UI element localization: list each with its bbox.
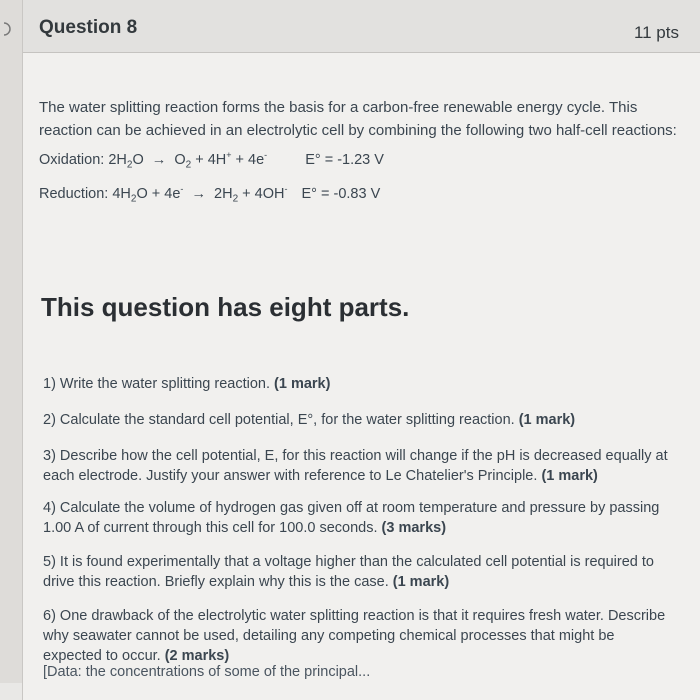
red-rhs1-sub: 2 [232, 193, 239, 205]
part-item [43, 498, 668, 538]
intro-text: The water splitting reaction forms the basis for a carbon-free renewable energy cycle. This reaction can be achieved in an electrolytic cell by combining the following two half-cell reactions: [39, 99, 677, 139]
part-marks: (1 mark) [392, 574, 450, 590]
part-item [43, 374, 668, 394]
part-marks: (1 mark) [518, 412, 576, 428]
part-text: 2) Calculate the standard cell potential, E°, for the water splitting reaction. [43, 412, 519, 428]
red-rhs2-sup: - [284, 184, 288, 194]
part-text: 1) Write the water splitting reaction. [43, 376, 275, 392]
question-title: Question 8 [39, 17, 138, 38]
reduction-potential: E° = -0.83 V [301, 185, 381, 202]
question-card [22, 0, 700, 700]
part-item [43, 606, 668, 666]
red-lhs: 4H [112, 185, 131, 202]
red-lhs-sub: 2 [130, 193, 137, 205]
ox-rhs2: + 4H [191, 151, 227, 168]
part-marks: (1 mark) [541, 468, 598, 484]
ox-rhs1: O [174, 151, 186, 168]
reduction-label: Reduction: [39, 185, 113, 202]
oxidation-label: Oxidation: [39, 151, 109, 168]
red-arrow: → [191, 185, 206, 202]
part-marks: (3 marks) [381, 520, 447, 536]
chevron-left-icon[interactable] [2, 22, 16, 36]
part-marks: (1 mark) [274, 376, 331, 392]
ox-arrow: → [151, 151, 167, 168]
parts-heading: This question has eight parts. [41, 292, 410, 322]
part-text: 4) Calculate the volume of hydrogen gas given off at room temperature and pressure by passing 1.00 A of current through this cell for 100.0 seconds. [43, 500, 660, 536]
red-rhs1: 2H [214, 185, 233, 202]
ox-lhs: 2H [108, 151, 127, 168]
part-text: 3) Describe how the cell potential, E, for this reaction will change if the pH is decreased equally at each electrode. Justify your answer with reference to Le Chatelier's Principle. [43, 448, 668, 484]
oxidation-equation [39, 150, 384, 171]
part-item [43, 446, 668, 486]
ox-lhs-end: O [132, 151, 144, 168]
reduction-equation [39, 184, 380, 205]
part-text: 6) One drawback of the electrolytic water splitting reaction is that it requires fresh water. Describe why seawater cannot be used, detailing any competing chemical processes that might be expected to occur. [43, 608, 666, 664]
red-lhs-sup: - [180, 184, 184, 194]
red-rhs2: + 4OH [238, 185, 285, 202]
question-body [39, 96, 684, 205]
part-text: 5) It is found experimentally that a voltage higher than the calculated cell potential is required to drive this reaction. Briefly explain why this is the case. [43, 554, 654, 590]
ox-rhs3-sup: - [264, 150, 268, 160]
red-lhs-end: O + 4e [136, 185, 181, 202]
left-gutter [0, 0, 22, 683]
part-item [43, 552, 668, 592]
question-points: 11 pts [633, 23, 679, 42]
ox-rhs3: + 4e [231, 151, 265, 168]
oxidation-potential: E° = -1.23 V [305, 151, 384, 168]
question-header [23, 0, 700, 53]
cutoff-text: [Data: the concentrations of some of the principal... [43, 664, 371, 680]
ox-lhs-sub: 2 [126, 159, 133, 171]
part-item [43, 410, 668, 430]
ox-rhs2-sup: + [226, 150, 232, 160]
ox-rhs1-sub: 2 [185, 159, 192, 171]
part-marks: (2 marks) [164, 648, 230, 664]
